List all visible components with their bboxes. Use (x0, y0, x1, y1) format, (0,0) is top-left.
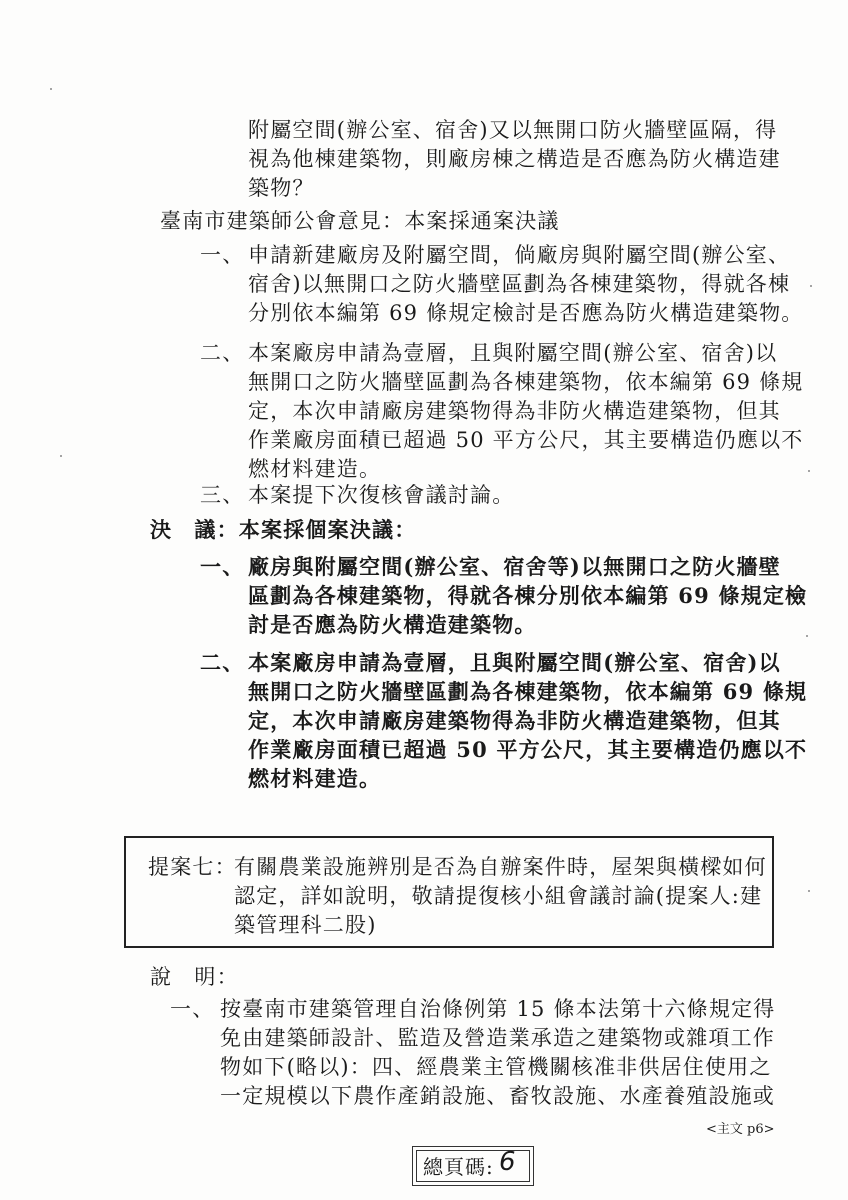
item-number: 二、 (200, 341, 245, 365)
resolution-heading: 決 議：本案採個案決議： (150, 517, 417, 542)
item-line: 廠房與附屬空間(辦公室、宿舍等)以無開口之防火牆壁 (248, 554, 781, 579)
proposal-line: 認定，詳如說明，敬請提復核小組會議討論(提案人:建 (234, 884, 763, 908)
scan-speck (808, 890, 810, 892)
item-line: 無開口之防火牆壁區劃為各棟建築物，依本編第 69 條規 (248, 370, 804, 394)
paragraph-line: 築物？ (248, 176, 315, 200)
item-line: 燃材料建造。 (248, 457, 382, 481)
item-line: 本案廠房申請為壹層，且與附屬空間(辦公室、宿舍)以 (248, 650, 781, 675)
item-line: 一定規模以下農作產銷設施、畜牧設施、水產養殖設施或 (220, 1084, 775, 1108)
item-line: 討是否應為防火構造建築物。 (248, 612, 537, 637)
item-number: 一、 (170, 997, 215, 1021)
item-line: 免由建築師設計、監造及營造業承造之建築物或雜項工作 (220, 1026, 775, 1050)
item-line: 區劃為各棟建築物，得就各棟分別依本編第 69 條規定檢 (248, 583, 808, 608)
scan-speck (810, 285, 812, 287)
proposal-label: 提案七： (148, 855, 237, 879)
paragraph-line: 視為他棟建築物，則廠房棟之構造是否應為防火構造建 (248, 147, 781, 171)
item-number: 一、 (200, 554, 245, 579)
item-line: 作業廠房面積已超過 50 平方公尺，其主要構造仍應以不 (248, 428, 804, 452)
item-number: 三、 (200, 483, 245, 507)
item-line: 燃材料建造。 (248, 766, 382, 791)
scan-speck (50, 88, 52, 90)
item-line: 申請新建廠房及附屬空間，倘廠房與附屬空間(辦公室、 (248, 243, 791, 267)
item-line: 無開口之防火牆壁區劃為各棟建築物，依本編第 69 條規 (248, 679, 808, 704)
opinion-heading: 臺南市建築師公會意見：本案採通案決議 (160, 209, 560, 233)
item-line: 定，本次申請廠房建築物得為非防火構造建築物，但其 (248, 399, 781, 423)
explanation-heading: 說 明： (150, 965, 239, 989)
scan-speck (808, 470, 810, 472)
item-line: 定，本次申請廠房建築物得為非防火構造建築物，但其 (248, 708, 781, 733)
paragraph-line: 附屬空間(辦公室、宿舍)又以無開口防火牆壁區隔，得 (248, 118, 778, 142)
item-line: 本案廠房申請為壹層，且與附屬空間(辦公室、宿舍)以 (248, 341, 778, 365)
item-line: 分別依本編第 69 條規定檢討是否應為防火構造建築物。 (248, 301, 804, 325)
item-number: 一、 (200, 243, 245, 267)
proposal-line: 築管理科二股) (234, 913, 377, 937)
page-number-stamp (412, 1146, 534, 1186)
item-line: 物如下(略以)：四、經農業主管機關核准非供居住使用之 (220, 1055, 772, 1079)
item-number: 二、 (200, 650, 245, 675)
item-line: 宿舍)以無開口之防火牆壁區劃為各棟建築物，得就各棟 (248, 272, 791, 296)
item-line: 本案提下次復核會議討論。 (248, 483, 515, 507)
page-number-label: 總頁碼: (423, 1155, 494, 1179)
scan-speck (60, 455, 62, 457)
scan-speck (806, 635, 808, 637)
page-reference: <主文 p6> (706, 1122, 775, 1137)
proposal-line: 有關農業設施辨別是否為自辦案件時，屋架與橫樑如何 (234, 855, 767, 879)
page-number-value: 6 (499, 1147, 516, 1177)
item-line: 按臺南市建築管理自治條例第 15 條本法第十六條規定得 (220, 997, 776, 1021)
item-line: 作業廠房面積已超過 50 平方公尺，其主要構造仍應以不 (248, 737, 808, 762)
